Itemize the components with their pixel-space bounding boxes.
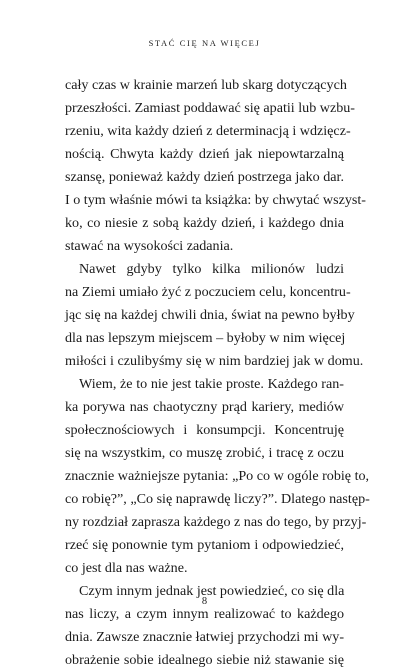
text-line: dnia. Zawsze znacznie łatwiej przychodzi mi wy-: [65, 629, 345, 645]
paragraph-first-line: Wiem, że to nie jest takie proste. Każdego ran-: [79, 376, 344, 392]
text-line: znacznie ważniejsze pytania: „Po co w ogóle robię to,: [65, 468, 370, 484]
page-number: 8: [201, 596, 208, 607]
text-line: dla nas lepszym miejscem – byłoby w nim więcej: [65, 330, 346, 346]
text-line: stawać na wysokości zadania.: [65, 238, 234, 254]
body-text: [65, 74, 370, 672]
paragraph-first-line: Czym innym jednak jest powiedzieć, co się dla: [79, 583, 345, 599]
text-line: co robię?”, „Co się naprawdę liczy?”. Dlatego następ-: [65, 491, 370, 507]
text-line: cały czas w krainie marzeń lub skarg dotyczących: [65, 77, 347, 93]
text-line: społecznościowych i konsumpcji. Koncentruję: [65, 422, 344, 438]
text-line: się na wszystkim, co muszę zrobić, i tracę z oczu: [65, 445, 344, 461]
text-line: na Ziemi umiało żyć z poczuciem celu, koncentru-: [65, 284, 351, 300]
text-line: szansę, ponieważ każdy dzień postrzega jako dar.: [65, 169, 344, 185]
text-line: co jest dla nas ważne.: [65, 560, 188, 576]
text-line: nością. Chwyta każdy dzień jak niepowtarzalną: [65, 146, 344, 162]
text-line: ka porywa nas chaotyczny prąd kariery, mediów: [65, 399, 344, 415]
text-line: I o tym właśnie mówi ta książka: by chwytać wszyst-: [65, 192, 366, 208]
text-line: rzeniu, wita każdy dzień z determinacją i wdzięcz-: [65, 123, 351, 139]
text-line: ny rozdział zaprasza każdego z nas do tego, by przyj-: [65, 514, 367, 530]
text-line: obrażenie sobie idealnego siebie niż stawanie się: [65, 652, 344, 668]
text-line: jąc się na każdej chwili dnia, świat na pewno byłby: [65, 307, 355, 323]
running-header: STAĆ CIĘ NA WIĘCEJ: [148, 38, 261, 48]
paragraph-first-line: Nawet gdyby tylko kilka milionów ludzi: [79, 261, 344, 277]
text-line: miłości i czulibyśmy się w nim bardziej jak w domu.: [65, 353, 364, 369]
text-line: rzeć się ponownie tym pytaniom i odpowiedzieć,: [65, 537, 344, 553]
text-line: przeszłości. Zamiast poddawać się apatii lub wzbu-: [65, 100, 355, 116]
text-line: ko, co niesie z sobą każdy dzień, i każdego dnia: [65, 215, 344, 231]
text-line: nas liczy, a czym innym realizować to każdego: [65, 606, 344, 622]
